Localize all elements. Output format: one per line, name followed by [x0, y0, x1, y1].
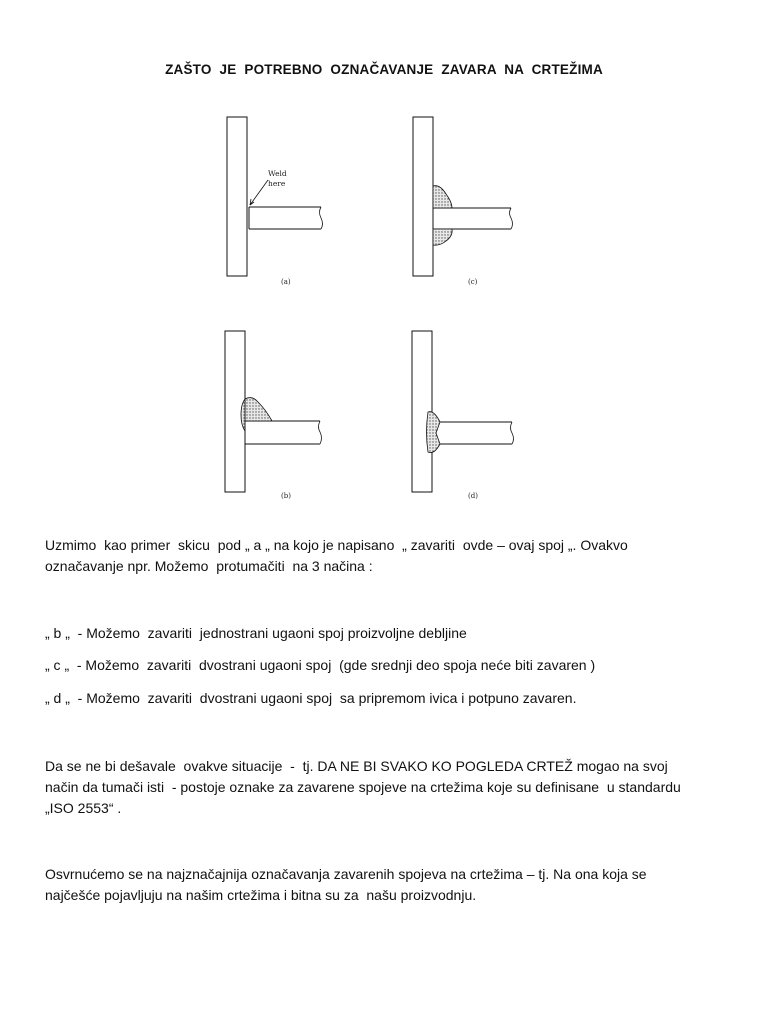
- option-d-text: „ d „ - Možemo zavariti dvostrani ugaoni spoj sa pripremom ivica i potpuno zavaren.: [45, 690, 577, 706]
- option-b: [45, 623, 725, 644]
- closing-line-2: najčešće pojavljuju na našim crtežima i bitna su za našu proizvodnju.: [45, 887, 477, 903]
- option-d: [45, 688, 725, 709]
- standard-line-1: Da se ne bi dešavale ovakve situacije - tj. DA NE BI SVAKO KO POGLEDA CRTEŽ mogao na svoj: [45, 758, 668, 774]
- panel-b-drawing: [225, 331, 322, 500]
- option-c: [45, 655, 725, 676]
- weld-label-line1: Weld: [268, 169, 287, 178]
- standard-line-2: način da tumači isti - postoje oznake za zavarene spojeve na crtežima koje su definisane u standardu: [45, 779, 681, 795]
- weld-leader-arrow: [250, 180, 268, 205]
- standard-line-3: „ISO 2553“ .: [45, 800, 122, 816]
- option-b-text: „ b „ - Možemo zavariti jednostrani ugaoni spoj proizvoljne debljine: [45, 625, 467, 641]
- panel-a-drawing: [227, 117, 323, 286]
- intro-paragraph: [45, 535, 725, 577]
- intro-line-1: Uzmimo kao primer skicu pod „ a „ na kojo je napisano „ zavariti ovde – ovaj spoj „. Ovakvo: [45, 537, 628, 553]
- panel-b-label: (b): [281, 492, 291, 500]
- closing-paragraph: [45, 864, 725, 906]
- closing-line-1: Osvrnućemo se na najznačajnija označavanja zavarenih spojeva na crtežima – tj. Na ona koja se: [45, 866, 647, 882]
- page-title: ZAŠTO JE POTREBNO OZNAČAVANJE ZAVARA NA CRTEŽIMA: [165, 62, 603, 77]
- panel-a-label: (a): [281, 278, 291, 286]
- standard-paragraph: [45, 756, 725, 819]
- panel-d-drawing: [412, 331, 514, 500]
- weld-label-line2: here: [268, 179, 286, 188]
- intro-line-2: označavanje npr. Možemo protumačiti na 3 načina :: [45, 558, 373, 574]
- panel-c-label: (c): [468, 278, 478, 286]
- panel-c-drawing: [413, 117, 513, 286]
- option-c-text: „ c „ - Možemo zavariti dvostrani ugaoni spoj (gde srednji deo spoja neće biti zavaren ): [45, 657, 596, 673]
- panel-d-label: (d): [468, 492, 478, 500]
